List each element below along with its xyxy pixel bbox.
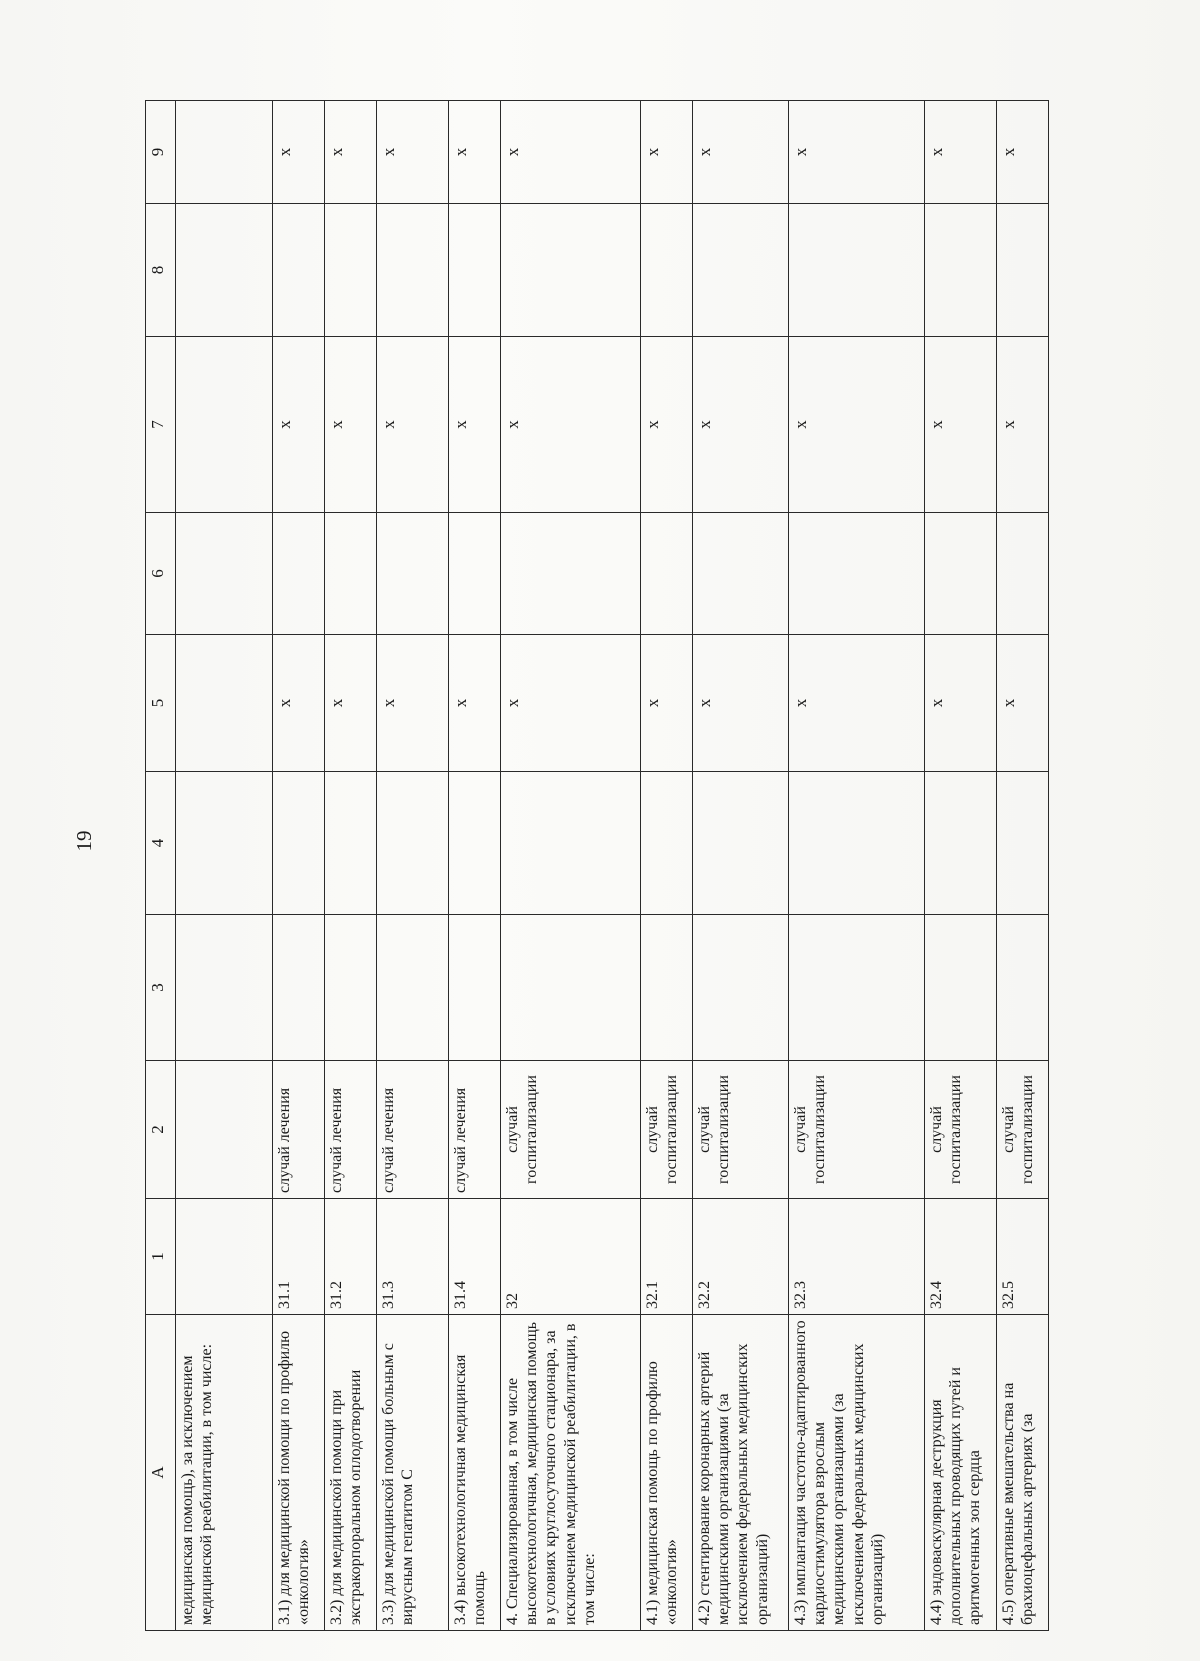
data-table [145,100,1049,1631]
row-code-cell: 32.3 [789,1199,925,1315]
row-col3-cell [501,915,641,1061]
row-col9-cell: х [449,101,501,204]
row-col6-cell [693,513,789,635]
row-col4-cell [997,772,1049,915]
row-unit-cell: случай госпитализации [693,1061,789,1199]
header-cell-7: 7 [146,337,176,513]
row-col7-cell: х [449,337,501,513]
row-col9-cell: х [925,101,997,204]
row-col3-cell [997,915,1049,1061]
row-unit-cell: случай госпитализации [997,1061,1049,1199]
row-col5-cell: х [273,635,325,772]
row-col6-cell [273,513,325,635]
row-col4-cell [449,772,501,915]
row-col6-cell [325,513,377,635]
row-col4-cell [641,772,693,915]
row-col4-cell [176,772,273,915]
table-row [925,101,997,1631]
row-unit-cell: случай лечения [325,1061,377,1199]
row-name-cell: 4.5) оперативные вмешательства на брахиоцефальных артериях (за [997,1315,1049,1631]
row-col3-cell [449,915,501,1061]
row-col7-cell: х [693,337,789,513]
row-col9-cell: х [273,101,325,204]
row-col8-cell [641,204,693,337]
table-row [273,101,325,1631]
row-code-cell: 31.3 [377,1199,449,1315]
row-code-cell [176,1199,273,1315]
row-col6-cell [997,513,1049,635]
row-col5-cell: х [789,635,925,772]
row-col4-cell [273,772,325,915]
table-row [789,101,925,1631]
table-row [176,101,273,1631]
row-col8-cell [176,204,273,337]
table-row [325,101,377,1631]
header-cell-6: 6 [146,513,176,635]
header-cell-1: 1 [146,1199,176,1315]
row-col4-cell [377,772,449,915]
table-row [693,101,789,1631]
row-col7-cell [176,337,273,513]
header-cell-A: А [146,1315,176,1631]
row-col9-cell: х [997,101,1049,204]
row-col9-cell: х [325,101,377,204]
row-unit-cell: случай госпитализации [925,1061,997,1199]
row-col8-cell [273,204,325,337]
row-name-cell: 4. Специализированная, в том числе высокотехнологичная, медицинская помощь в условиях круглосуточного стационара, за исключением медицинской реабилитации, в том числе: [501,1315,641,1631]
row-col8-cell [789,204,925,337]
row-name-cell: 3.3) для медицинской помощи больным с вирусным гепатитом С [377,1315,449,1631]
row-col7-cell: х [273,337,325,513]
row-col3-cell [273,915,325,1061]
row-unit-cell [176,1061,273,1199]
page-number: 19 [72,830,96,852]
header-cell-8: 8 [146,204,176,337]
table-row [449,101,501,1631]
table-row [641,101,693,1631]
row-col6-cell [377,513,449,635]
row-code-cell: 31.2 [325,1199,377,1315]
table-row [997,101,1049,1631]
row-col7-cell: х [325,337,377,513]
row-col5-cell [176,635,273,772]
row-code-cell: 31.4 [449,1199,501,1315]
row-col5-cell: х [449,635,501,772]
row-col9-cell [176,101,273,204]
row-unit-cell: случай госпитализации [501,1061,641,1199]
row-name-cell: 4.3) имплантация частотно-адаптированного кардиостимулятора взрослым медицинскими организациями (за исключением федеральных медицинских организаций) [789,1315,925,1631]
row-col5-cell: х [997,635,1049,772]
row-col6-cell [449,513,501,635]
row-col9-cell: х [789,101,925,204]
row-col3-cell [641,915,693,1061]
row-name-cell: 3.4) высокотехнологичная медицинская помощь [449,1315,501,1631]
row-col6-cell [501,513,641,635]
row-col5-cell: х [377,635,449,772]
header-cell-3: 3 [146,915,176,1061]
row-col5-cell: х [325,635,377,772]
row-col3-cell [693,915,789,1061]
table-row [377,101,449,1631]
row-code-cell: 32.4 [925,1199,997,1315]
header-cell-5: 5 [146,635,176,772]
row-col9-cell: х [641,101,693,204]
row-col8-cell [449,204,501,337]
row-name-cell: 4.1) медицинская помощь по профилю «онкология» [641,1315,693,1631]
row-col8-cell [325,204,377,337]
row-col7-cell: х [641,337,693,513]
row-code-cell: 32.2 [693,1199,789,1315]
row-col4-cell [693,772,789,915]
row-col5-cell: х [641,635,693,772]
row-name-cell: 4.4) эндоваскулярная деструкция дополнительных проводящих путей и аритмогенных зон сердца [925,1315,997,1631]
row-col5-cell: х [501,635,641,772]
row-unit-cell: случай лечения [273,1061,325,1199]
row-unit-cell: случай госпитализации [789,1061,925,1199]
row-unit-cell: случай лечения [449,1061,501,1199]
row-name-cell: 4.2) стентирование коронарных артерий медицинскими организациями (за исключением федеральных медицинских организаций) [693,1315,789,1631]
table-row [501,101,641,1631]
row-col3-cell [325,915,377,1061]
row-col9-cell: х [377,101,449,204]
row-col8-cell [377,204,449,337]
row-col6-cell [789,513,925,635]
row-code-cell: 32 [501,1199,641,1315]
row-col9-cell: х [501,101,641,204]
row-code-cell: 32.1 [641,1199,693,1315]
row-col9-cell: х [693,101,789,204]
row-unit-cell: случай госпитализации [641,1061,693,1199]
row-name-cell: 3.2) для медицинской помощи при экстракорпоральном оплодотворении [325,1315,377,1631]
row-col6-cell [176,513,273,635]
row-col4-cell [789,772,925,915]
row-col4-cell [325,772,377,915]
row-col7-cell: х [925,337,997,513]
header-cell-2: 2 [146,1061,176,1199]
row-col4-cell [501,772,641,915]
row-unit-cell: случай лечения [377,1061,449,1199]
header-cell-9: 9 [146,101,176,204]
row-col4-cell [925,772,997,915]
row-col3-cell [377,915,449,1061]
row-col5-cell: х [925,635,997,772]
row-col5-cell: х [693,635,789,772]
row-col3-cell [925,915,997,1061]
row-col7-cell: х [997,337,1049,513]
row-col8-cell [501,204,641,337]
row-col7-cell: х [789,337,925,513]
row-col8-cell [925,204,997,337]
row-col7-cell: х [501,337,641,513]
row-col7-cell: х [377,337,449,513]
row-col6-cell [925,513,997,635]
header-cell-4: 4 [146,772,176,915]
row-code-cell: 32.5 [997,1199,1049,1315]
row-col3-cell [176,915,273,1061]
row-name-cell: 3.1) для медицинской помощи по профилю «онкология» [273,1315,325,1631]
row-col8-cell [693,204,789,337]
row-name-cell: медицинская помощь), за исключением медицинской реабилитации, в том числе: [176,1315,273,1631]
row-col8-cell [997,204,1049,337]
row-col6-cell [641,513,693,635]
header-row [146,101,176,1631]
row-col3-cell [789,915,925,1061]
row-code-cell: 31.1 [273,1199,325,1315]
